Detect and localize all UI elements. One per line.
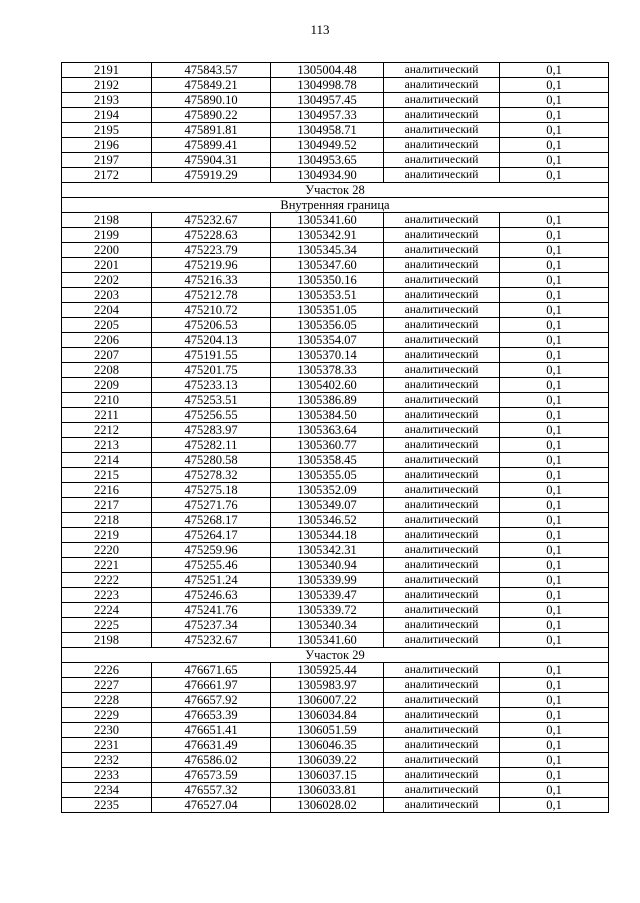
table-row [62,603,609,618]
point-number-cell: 2228 [62,693,152,708]
x-coordinate-cell: 475890.22 [152,108,271,123]
x-coordinate-cell: 475237.34 [152,618,271,633]
method-cell: аналитический [384,588,500,603]
table-row [62,348,609,363]
x-coordinate-cell: 475890.10 [152,93,271,108]
point-number-cell: 2230 [62,723,152,738]
table-row [62,618,609,633]
point-number-cell: 2172 [62,168,152,183]
point-number-cell: 2224 [62,603,152,618]
accuracy-cell: 0,1 [500,348,609,363]
point-number-cell: 2196 [62,138,152,153]
y-coordinate-cell: 1304934.90 [271,168,384,183]
x-coordinate-cell: 475899.41 [152,138,271,153]
table-row [62,438,609,453]
table-row [62,63,609,78]
point-number-cell: 2221 [62,558,152,573]
point-number-cell: 2214 [62,453,152,468]
method-cell: аналитический [384,513,500,528]
y-coordinate-cell: 1305925.44 [271,663,384,678]
table-row [62,228,609,243]
method-cell: аналитический [384,783,500,798]
y-coordinate-cell: 1306039.22 [271,753,384,768]
table-row [62,573,609,588]
accuracy-cell: 0,1 [500,543,609,558]
method-cell: аналитический [384,663,500,678]
x-coordinate-cell: 475246.63 [152,588,271,603]
method-cell: аналитический [384,363,500,378]
table-row [62,693,609,708]
x-coordinate-cell: 475283.97 [152,423,271,438]
y-coordinate-cell: 1305339.99 [271,573,384,588]
method-cell: аналитический [384,498,500,513]
point-number-cell: 2195 [62,123,152,138]
table-row [62,783,609,798]
method-cell: аналитический [384,393,500,408]
x-coordinate-cell: 475228.63 [152,228,271,243]
accuracy-cell: 0,1 [500,303,609,318]
table-row [62,378,609,393]
method-cell: аналитический [384,258,500,273]
y-coordinate-cell: 1305386.89 [271,393,384,408]
point-number-cell: 2209 [62,378,152,393]
table-row [62,138,609,153]
accuracy-cell: 0,1 [500,333,609,348]
y-coordinate-cell: 1305355.05 [271,468,384,483]
accuracy-cell: 0,1 [500,288,609,303]
table-row [62,153,609,168]
method-cell: аналитический [384,543,500,558]
table-row [62,738,609,753]
method-cell: аналитический [384,693,500,708]
method-cell: аналитический [384,483,500,498]
point-number-cell: 2220 [62,543,152,558]
table-row [62,168,609,183]
y-coordinate-cell: 1304957.33 [271,108,384,123]
y-coordinate-cell: 1305360.77 [271,438,384,453]
method-cell: аналитический [384,303,500,318]
method-cell: аналитический [384,678,500,693]
table-row [62,513,609,528]
accuracy-cell: 0,1 [500,123,609,138]
x-coordinate-cell: 475210.72 [152,303,271,318]
x-coordinate-cell: 475241.76 [152,603,271,618]
method-cell: аналитический [384,708,500,723]
accuracy-cell: 0,1 [500,513,609,528]
method-cell: аналитический [384,618,500,633]
x-coordinate-cell: 475278.32 [152,468,271,483]
point-number-cell: 2207 [62,348,152,363]
x-coordinate-cell: 475251.24 [152,573,271,588]
method-cell: аналитический [384,438,500,453]
y-coordinate-cell: 1306034.84 [271,708,384,723]
point-number-cell: 2205 [62,318,152,333]
y-coordinate-cell: 1306046.35 [271,738,384,753]
accuracy-cell: 0,1 [500,108,609,123]
accuracy-cell: 0,1 [500,318,609,333]
table-row [62,303,609,318]
x-coordinate-cell: 475232.67 [152,633,271,648]
x-coordinate-cell: 475233.13 [152,378,271,393]
y-coordinate-cell: 1305342.31 [271,543,384,558]
y-coordinate-cell: 1305353.51 [271,288,384,303]
table-row [62,273,609,288]
table-row [62,663,609,678]
method-cell: аналитический [384,423,500,438]
y-coordinate-cell: 1305356.05 [271,318,384,333]
method-cell: аналитический [384,453,500,468]
y-coordinate-cell: 1305358.45 [271,453,384,468]
accuracy-cell: 0,1 [500,243,609,258]
point-number-cell: 2218 [62,513,152,528]
y-coordinate-cell: 1305363.64 [271,423,384,438]
method-cell: аналитический [384,468,500,483]
table-row [62,393,609,408]
x-coordinate-cell: 475204.13 [152,333,271,348]
y-coordinate-cell: 1305342.91 [271,228,384,243]
point-number-cell: 2194 [62,108,152,123]
accuracy-cell: 0,1 [500,768,609,783]
table-row [62,483,609,498]
point-number-cell: 2198 [62,633,152,648]
table-row [62,258,609,273]
table-row [62,708,609,723]
x-coordinate-cell: 475849.21 [152,78,271,93]
method-cell: аналитический [384,288,500,303]
x-coordinate-cell: 475280.58 [152,453,271,468]
y-coordinate-cell: 1305347.60 [271,258,384,273]
point-number-cell: 2223 [62,588,152,603]
method-cell: аналитический [384,273,500,288]
point-number-cell: 2201 [62,258,152,273]
y-coordinate-cell: 1305344.18 [271,528,384,543]
x-coordinate-cell: 475271.76 [152,498,271,513]
accuracy-cell: 0,1 [500,678,609,693]
accuracy-cell: 0,1 [500,228,609,243]
method-cell: аналитический [384,138,500,153]
method-cell: аналитический [384,153,500,168]
point-number-cell: 2225 [62,618,152,633]
y-coordinate-cell: 1305350.16 [271,273,384,288]
x-coordinate-cell: 475191.55 [152,348,271,363]
accuracy-cell: 0,1 [500,573,609,588]
point-number-cell: 2210 [62,393,152,408]
method-cell: аналитический [384,378,500,393]
x-coordinate-cell: 475904.31 [152,153,271,168]
y-coordinate-cell: 1305354.07 [271,333,384,348]
method-cell: аналитический [384,558,500,573]
table-row [62,93,609,108]
point-number-cell: 2197 [62,153,152,168]
method-cell: аналитический [384,348,500,363]
method-cell: аналитический [384,168,500,183]
method-cell: аналитический [384,723,500,738]
y-coordinate-cell: 1305983.97 [271,678,384,693]
point-number-cell: 2231 [62,738,152,753]
method-cell: аналитический [384,78,500,93]
x-coordinate-cell: 476586.02 [152,753,271,768]
y-coordinate-cell: 1305004.48 [271,63,384,78]
x-coordinate-cell: 476573.59 [152,768,271,783]
x-coordinate-cell: 476671.65 [152,663,271,678]
method-cell: аналитический [384,108,500,123]
accuracy-cell: 0,1 [500,753,609,768]
x-coordinate-cell: 476557.32 [152,783,271,798]
coordinates-table-body [62,63,609,813]
accuracy-cell: 0,1 [500,618,609,633]
x-coordinate-cell: 475201.75 [152,363,271,378]
y-coordinate-cell: 1305378.33 [271,363,384,378]
point-number-cell: 2202 [62,273,152,288]
point-number-cell: 2191 [62,63,152,78]
accuracy-cell: 0,1 [500,273,609,288]
x-coordinate-cell: 475256.55 [152,408,271,423]
table-row [62,798,609,813]
x-coordinate-cell: 475223.79 [152,243,271,258]
y-coordinate-cell: 1306007.22 [271,693,384,708]
point-number-cell: 2198 [62,213,152,228]
accuracy-cell: 0,1 [500,693,609,708]
method-cell: аналитический [384,603,500,618]
y-coordinate-cell: 1304953.65 [271,153,384,168]
y-coordinate-cell: 1304998.78 [271,78,384,93]
table-row [62,108,609,123]
y-coordinate-cell: 1305345.34 [271,243,384,258]
table-row [62,498,609,513]
accuracy-cell: 0,1 [500,483,609,498]
section-header: Участок 29 [62,648,609,663]
method-cell: аналитический [384,93,500,108]
y-coordinate-cell: 1305351.05 [271,303,384,318]
section-header-row [62,198,609,213]
point-number-cell: 2222 [62,573,152,588]
accuracy-cell: 0,1 [500,93,609,108]
accuracy-cell: 0,1 [500,498,609,513]
y-coordinate-cell: 1306033.81 [271,783,384,798]
accuracy-cell: 0,1 [500,78,609,93]
point-number-cell: 2233 [62,768,152,783]
point-number-cell: 2215 [62,468,152,483]
point-number-cell: 2193 [62,93,152,108]
table-row [62,408,609,423]
table-row [62,633,609,648]
y-coordinate-cell: 1305384.50 [271,408,384,423]
method-cell: аналитический [384,318,500,333]
x-coordinate-cell: 475255.46 [152,558,271,573]
x-coordinate-cell: 475253.51 [152,393,271,408]
table-row [62,213,609,228]
x-coordinate-cell: 475212.78 [152,288,271,303]
table-row [62,723,609,738]
table-row [62,363,609,378]
y-coordinate-cell: 1305339.47 [271,588,384,603]
point-number-cell: 2232 [62,753,152,768]
point-number-cell: 2199 [62,228,152,243]
x-coordinate-cell: 475259.96 [152,543,271,558]
x-coordinate-cell: 475219.96 [152,258,271,273]
table-row [62,333,609,348]
point-number-cell: 2204 [62,303,152,318]
accuracy-cell: 0,1 [500,153,609,168]
table-row [62,318,609,333]
x-coordinate-cell: 476527.04 [152,798,271,813]
point-number-cell: 2200 [62,243,152,258]
table-row [62,123,609,138]
y-coordinate-cell: 1305341.60 [271,633,384,648]
method-cell: аналитический [384,408,500,423]
x-coordinate-cell: 476651.41 [152,723,271,738]
method-cell: аналитический [384,573,500,588]
y-coordinate-cell: 1305341.60 [271,213,384,228]
point-number-cell: 2235 [62,798,152,813]
method-cell: аналитический [384,228,500,243]
table-row [62,528,609,543]
point-number-cell: 2216 [62,483,152,498]
accuracy-cell: 0,1 [500,798,609,813]
accuracy-cell: 0,1 [500,633,609,648]
y-coordinate-cell: 1304949.52 [271,138,384,153]
accuracy-cell: 0,1 [500,663,609,678]
table-row [62,453,609,468]
table-row [62,468,609,483]
method-cell: аналитический [384,768,500,783]
accuracy-cell: 0,1 [500,258,609,273]
y-coordinate-cell: 1306037.15 [271,768,384,783]
x-coordinate-cell: 476661.97 [152,678,271,693]
y-coordinate-cell: 1305352.09 [271,483,384,498]
x-coordinate-cell: 476631.49 [152,738,271,753]
accuracy-cell: 0,1 [500,168,609,183]
accuracy-cell: 0,1 [500,138,609,153]
method-cell: аналитический [384,528,500,543]
x-coordinate-cell: 475268.17 [152,513,271,528]
accuracy-cell: 0,1 [500,378,609,393]
x-coordinate-cell: 475275.18 [152,483,271,498]
y-coordinate-cell: 1305340.34 [271,618,384,633]
method-cell: аналитический [384,213,500,228]
accuracy-cell: 0,1 [500,468,609,483]
accuracy-cell: 0,1 [500,408,609,423]
x-coordinate-cell: 475919.29 [152,168,271,183]
accuracy-cell: 0,1 [500,558,609,573]
section-header: Участок 28 [62,183,609,198]
table-row [62,288,609,303]
accuracy-cell: 0,1 [500,738,609,753]
table-row [62,78,609,93]
method-cell: аналитический [384,333,500,348]
method-cell: аналитический [384,63,500,78]
x-coordinate-cell: 475232.67 [152,213,271,228]
accuracy-cell: 0,1 [500,363,609,378]
x-coordinate-cell: 476653.39 [152,708,271,723]
section-header: Внутренняя граница [62,198,609,213]
table-row [62,543,609,558]
y-coordinate-cell: 1305370.14 [271,348,384,363]
accuracy-cell: 0,1 [500,393,609,408]
y-coordinate-cell: 1304957.45 [271,93,384,108]
point-number-cell: 2229 [62,708,152,723]
x-coordinate-cell: 475216.33 [152,273,271,288]
table-row [62,558,609,573]
y-coordinate-cell: 1305349.07 [271,498,384,513]
accuracy-cell: 0,1 [500,708,609,723]
method-cell: аналитический [384,753,500,768]
y-coordinate-cell: 1305402.60 [271,378,384,393]
section-header-row [62,183,609,198]
table-row [62,678,609,693]
y-coordinate-cell: 1304958.71 [271,123,384,138]
accuracy-cell: 0,1 [500,783,609,798]
point-number-cell: 2211 [62,408,152,423]
page-number: 113 [310,22,330,37]
point-number-cell: 2213 [62,438,152,453]
method-cell: аналитический [384,123,500,138]
x-coordinate-cell: 475206.53 [152,318,271,333]
accuracy-cell: 0,1 [500,588,609,603]
point-number-cell: 2208 [62,363,152,378]
point-number-cell: 2192 [62,78,152,93]
y-coordinate-cell: 1306028.02 [271,798,384,813]
point-number-cell: 2217 [62,498,152,513]
y-coordinate-cell: 1305339.72 [271,603,384,618]
x-coordinate-cell: 475282.11 [152,438,271,453]
x-coordinate-cell: 475843.57 [152,63,271,78]
accuracy-cell: 0,1 [500,723,609,738]
x-coordinate-cell: 475891.81 [152,123,271,138]
accuracy-cell: 0,1 [500,423,609,438]
y-coordinate-cell: 1305346.52 [271,513,384,528]
y-coordinate-cell: 1306051.59 [271,723,384,738]
accuracy-cell: 0,1 [500,213,609,228]
table-row [62,423,609,438]
section-header-row [62,648,609,663]
method-cell: аналитический [384,633,500,648]
table-row [62,243,609,258]
accuracy-cell: 0,1 [500,603,609,618]
x-coordinate-cell: 476657.92 [152,693,271,708]
accuracy-cell: 0,1 [500,438,609,453]
table-row [62,753,609,768]
point-number-cell: 2203 [62,288,152,303]
point-number-cell: 2219 [62,528,152,543]
accuracy-cell: 0,1 [500,528,609,543]
method-cell: аналитический [384,243,500,258]
y-coordinate-cell: 1305340.94 [271,558,384,573]
point-number-cell: 2212 [62,423,152,438]
method-cell: аналитический [384,738,500,753]
method-cell: аналитический [384,798,500,813]
point-number-cell: 2226 [62,663,152,678]
x-coordinate-cell: 475264.17 [152,528,271,543]
accuracy-cell: 0,1 [500,453,609,468]
point-number-cell: 2206 [62,333,152,348]
point-number-cell: 2234 [62,783,152,798]
coordinates-table [61,62,609,813]
accuracy-cell: 0,1 [500,63,609,78]
table-row [62,588,609,603]
table-row [62,768,609,783]
point-number-cell: 2227 [62,678,152,693]
